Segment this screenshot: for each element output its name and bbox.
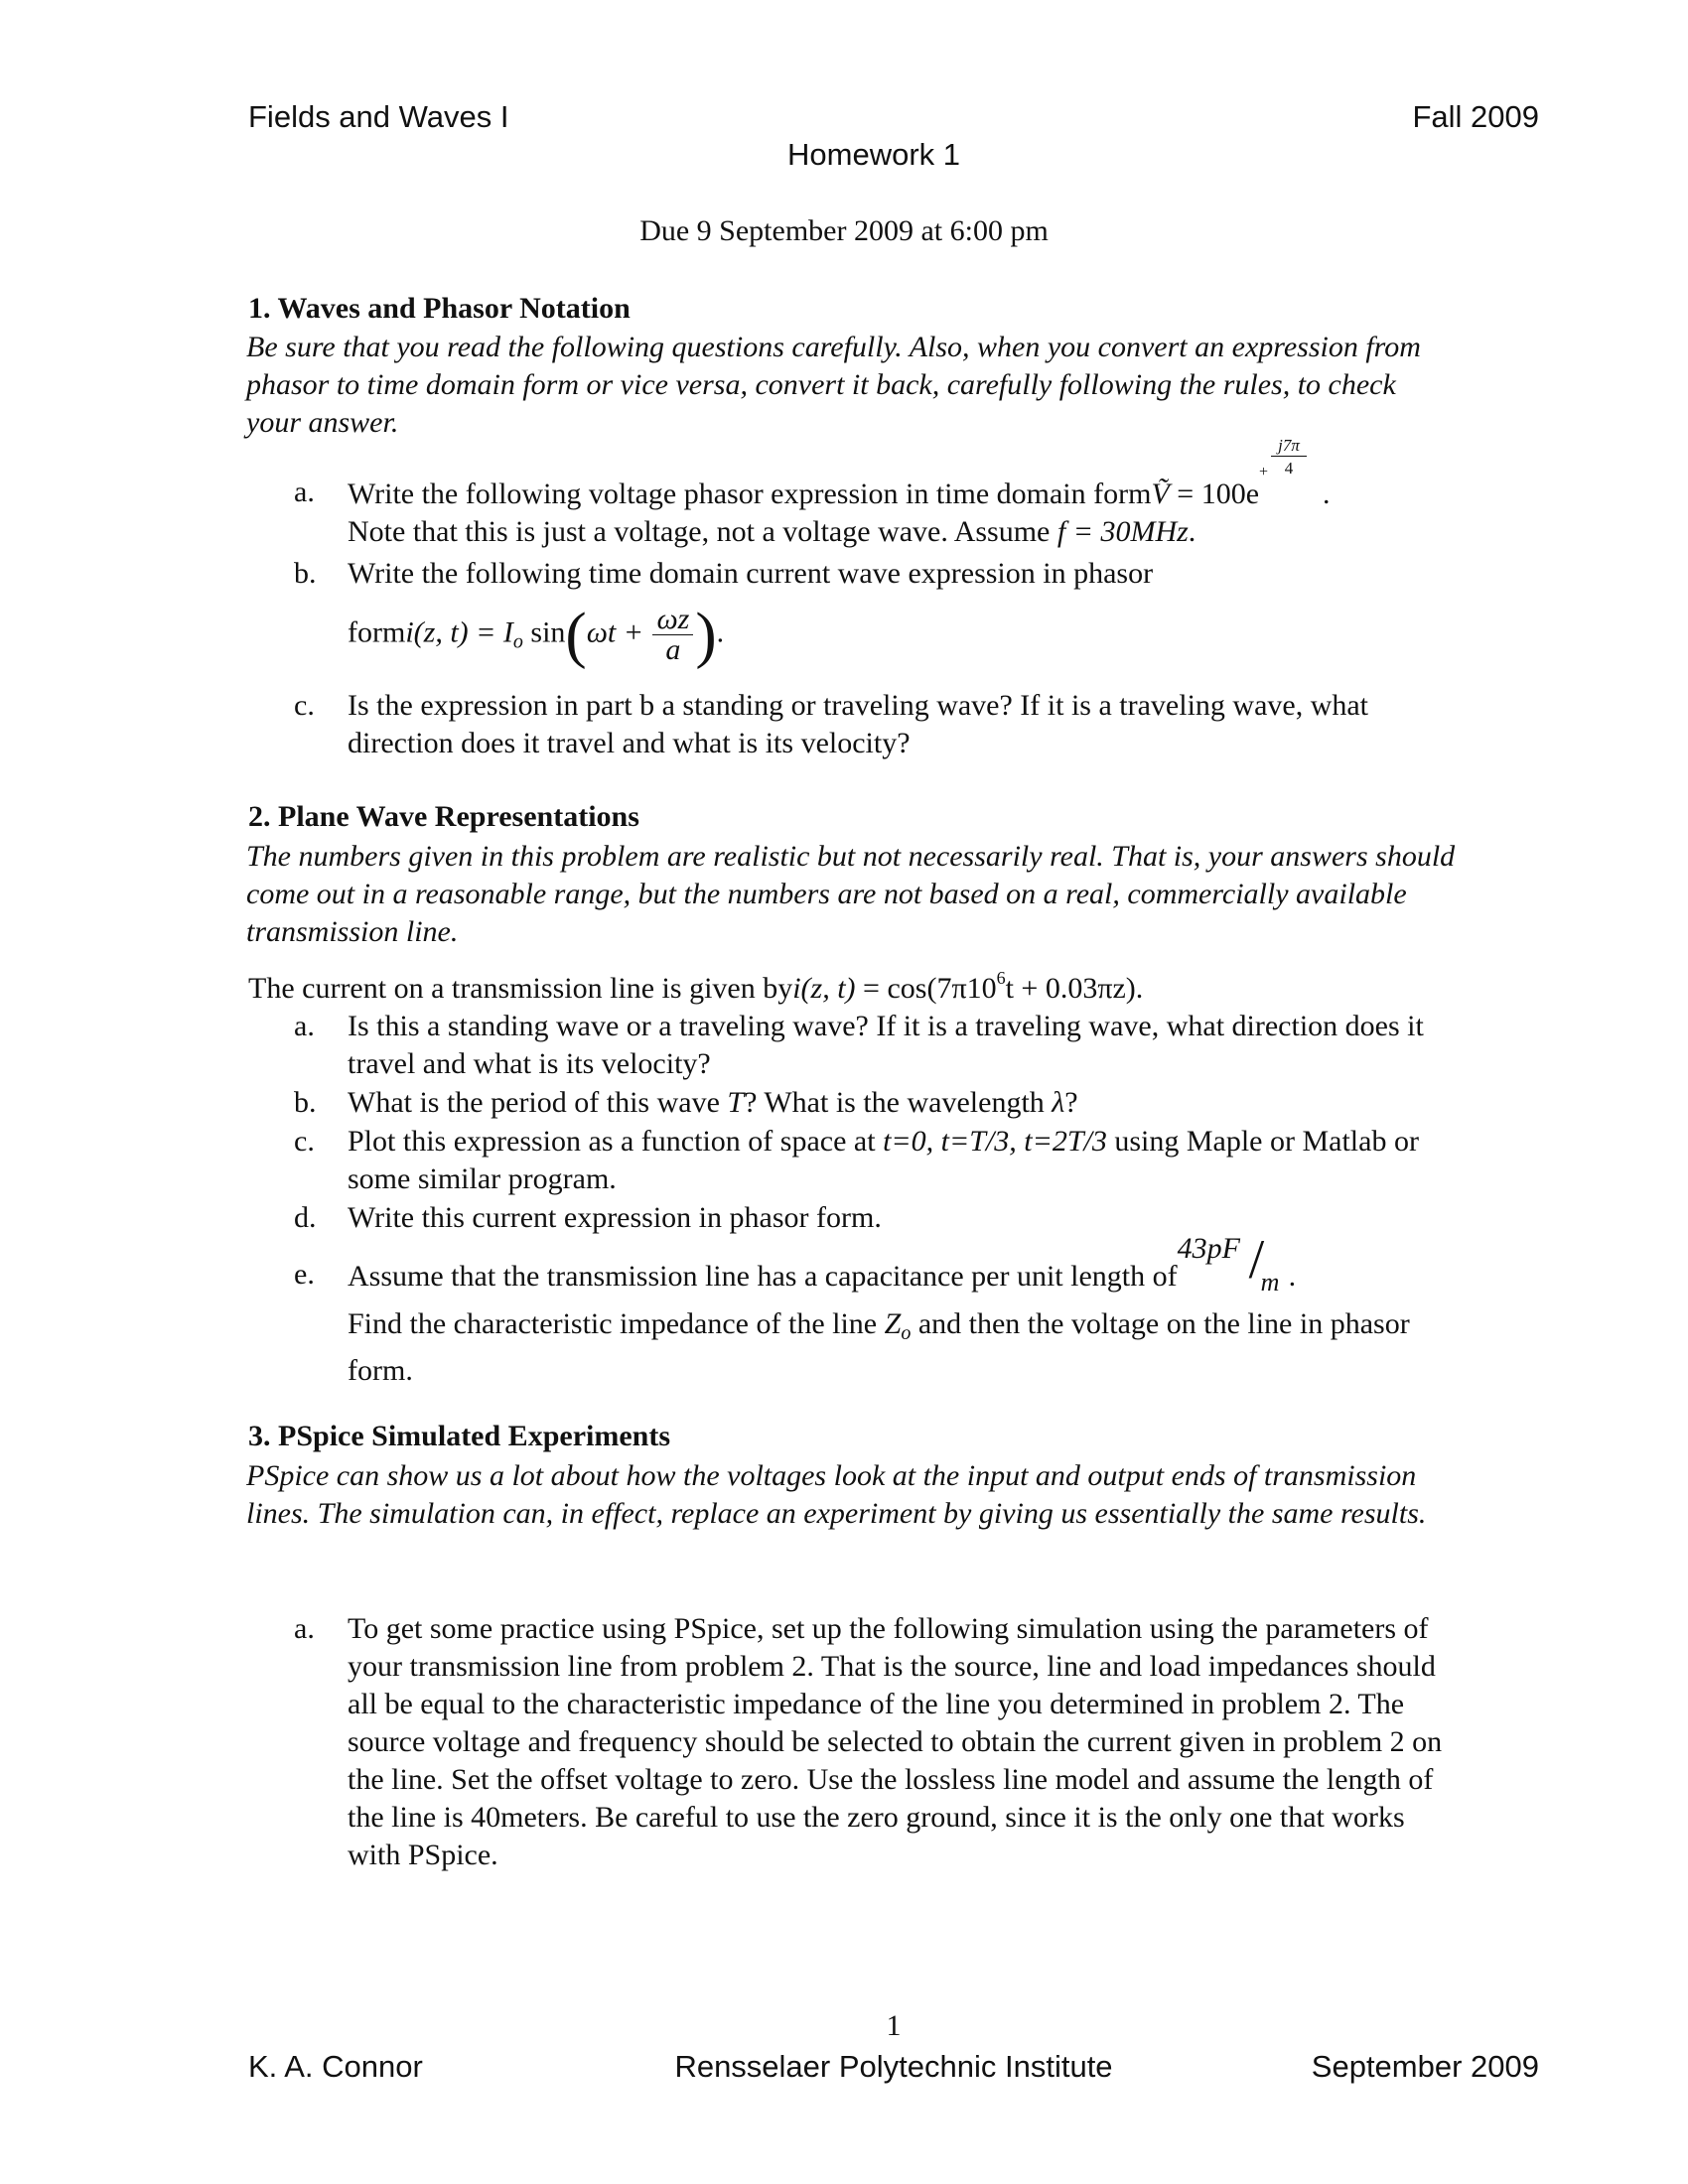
frequency: f = 30MHz <box>1056 515 1189 548</box>
problem2-item-a <box>294 1008 1466 1083</box>
phasor-exponent: + j7π 4 <box>1259 474 1323 503</box>
problem3-intro: PSpice can show us a lot about how the voltages look at the input and output ends of transmission lines. The simulation can, in effect, replace an experiment by giving us essentially the same results. <box>246 1459 1427 1530</box>
form-word: form <box>348 615 406 649</box>
item-label: a. <box>294 476 315 508</box>
footer-institution: Rensselaer Polytechnic Institute <box>674 2049 1113 2084</box>
item-label: d. <box>294 1201 317 1234</box>
problem1-c-text: Is the expression in part b a standing or traveling wave? If it is a traveling wave, what direction does it travel and what is its velocity? <box>348 689 1369 759</box>
problem2-lead: The current on a transmission line is given byi(z, $t) = \cos(7\pi 10^6t + 0.03\pi z)$. <box>248 968 1144 1005</box>
problem3-item-a <box>294 1610 1466 1878</box>
problem2-item-d <box>294 1199 1466 1237</box>
problem2-item-b: b. What is the period of this wave T? What is the wavelength λ? <box>294 1084 1466 1122</box>
item-label: c. <box>294 689 315 722</box>
fraction: $\frac{\omega z}{a}$ <box>652 605 693 665</box>
item-label: a. <box>294 1010 315 1042</box>
term: Fall 2009 <box>1412 99 1539 134</box>
phasor-eq: = 100e <box>1169 478 1260 510</box>
page-number: 1 <box>886 2009 902 2042</box>
problem1-item-a: a. Write the following voltage phasor expression in time domain formṼ = 100e + j7π 4 . Note that this is just a voltage, not a voltage wave. Assume f = 30MHz. <box>294 436 1331 548</box>
problem2-item-c: c. Plot this expression as a function of space at t=0, t=T/3, t=2T/3 using Maple or Matlab or some similar program. <box>294 1125 1419 1195</box>
problem2-d-text: Write this current expression in phasor form. <box>348 1201 882 1234</box>
due-date: Due 9 September 2009 at 6:00 pm <box>639 214 1049 247</box>
phasor-v: Ṽ <box>1151 478 1170 510</box>
problem2-a-text: Is this a standing wave or a traveling wave? If it is a traveling wave, what direction does it travel and what is its velocity? <box>348 1010 1424 1080</box>
problem1-intro: Be sure that you read the following questions carefully. Also, when you convert an expression from phasor to time domain form or vice versa, convert it back, carefully following the rules, to check your answer. <box>246 331 1421 439</box>
item-label: a. <box>294 1612 315 1645</box>
problem2-heading: 2. Plane Wave Representations <box>248 800 639 833</box>
footer-date: September 2009 <box>1311 2049 1539 2084</box>
problem1-b-text: Write the following time domain current wave expression in phasor <box>348 557 1154 590</box>
item-label: b. <box>294 557 317 590</box>
course-name: Fields and Waves I <box>248 99 509 134</box>
page-title: Homework 1 <box>787 137 960 172</box>
problem3-a-text: To get some practice using PSpice, set up the following simulation using the parameters of your transmission line from problem 2. That is the source, line and load impedances should all be equal to the characteristic impedance of the line you determined in problem 2. The source voltage and frequency should be selected to obtain the current given in problem 2 on the line. Set the offset voltage to zero. Use the lossless line model and assume the length of the line is 40meters. Be careful to use the zero ground, since it is the only one that works with PSpice. <box>348 1612 1443 1871</box>
capacitance-value: 43pF / m <box>1177 1229 1280 1297</box>
problem1-heading: 1. Waves and Phasor Notation <box>248 292 631 325</box>
problem1-a-text2: Note that this is just a voltage, not a voltage wave. Assume <box>348 515 1051 548</box>
problem2-intro: The numbers given in this problem are realistic but not necessarily real. That is, your answers should come out in a reasonable range, but the numbers are not based on a real, commercially available transmission line. <box>246 840 1456 948</box>
item-label: b. <box>294 1086 317 1119</box>
footer-author: K. A. Connor <box>248 2049 423 2084</box>
problem3-heading: 3. PSpice Simulated Experiments <box>248 1420 670 1452</box>
problem2-item-e: e. Assume that the transmission line has a capacitance per unit length of 43pF / m . Find the characteristic impedance of the line $Z_o$ and then the voltage on the line in phasor form. <box>294 1229 1410 1387</box>
problem1-item-c <box>294 687 1466 762</box>
problem1-item-b: b. Write the following time domain current wave expression in phasor formi(z, $t) = I_o$ sin(ωt + $\frac{\omega z}{a}$ ). <box>294 557 1154 670</box>
item-label: c. <box>294 1125 315 1158</box>
item-label: e. <box>294 1258 315 1291</box>
current-lhs: i(z, t) = I <box>405 615 513 649</box>
problem1-a-text: Write the following voltage phasor expression in time domain form <box>348 478 1152 510</box>
